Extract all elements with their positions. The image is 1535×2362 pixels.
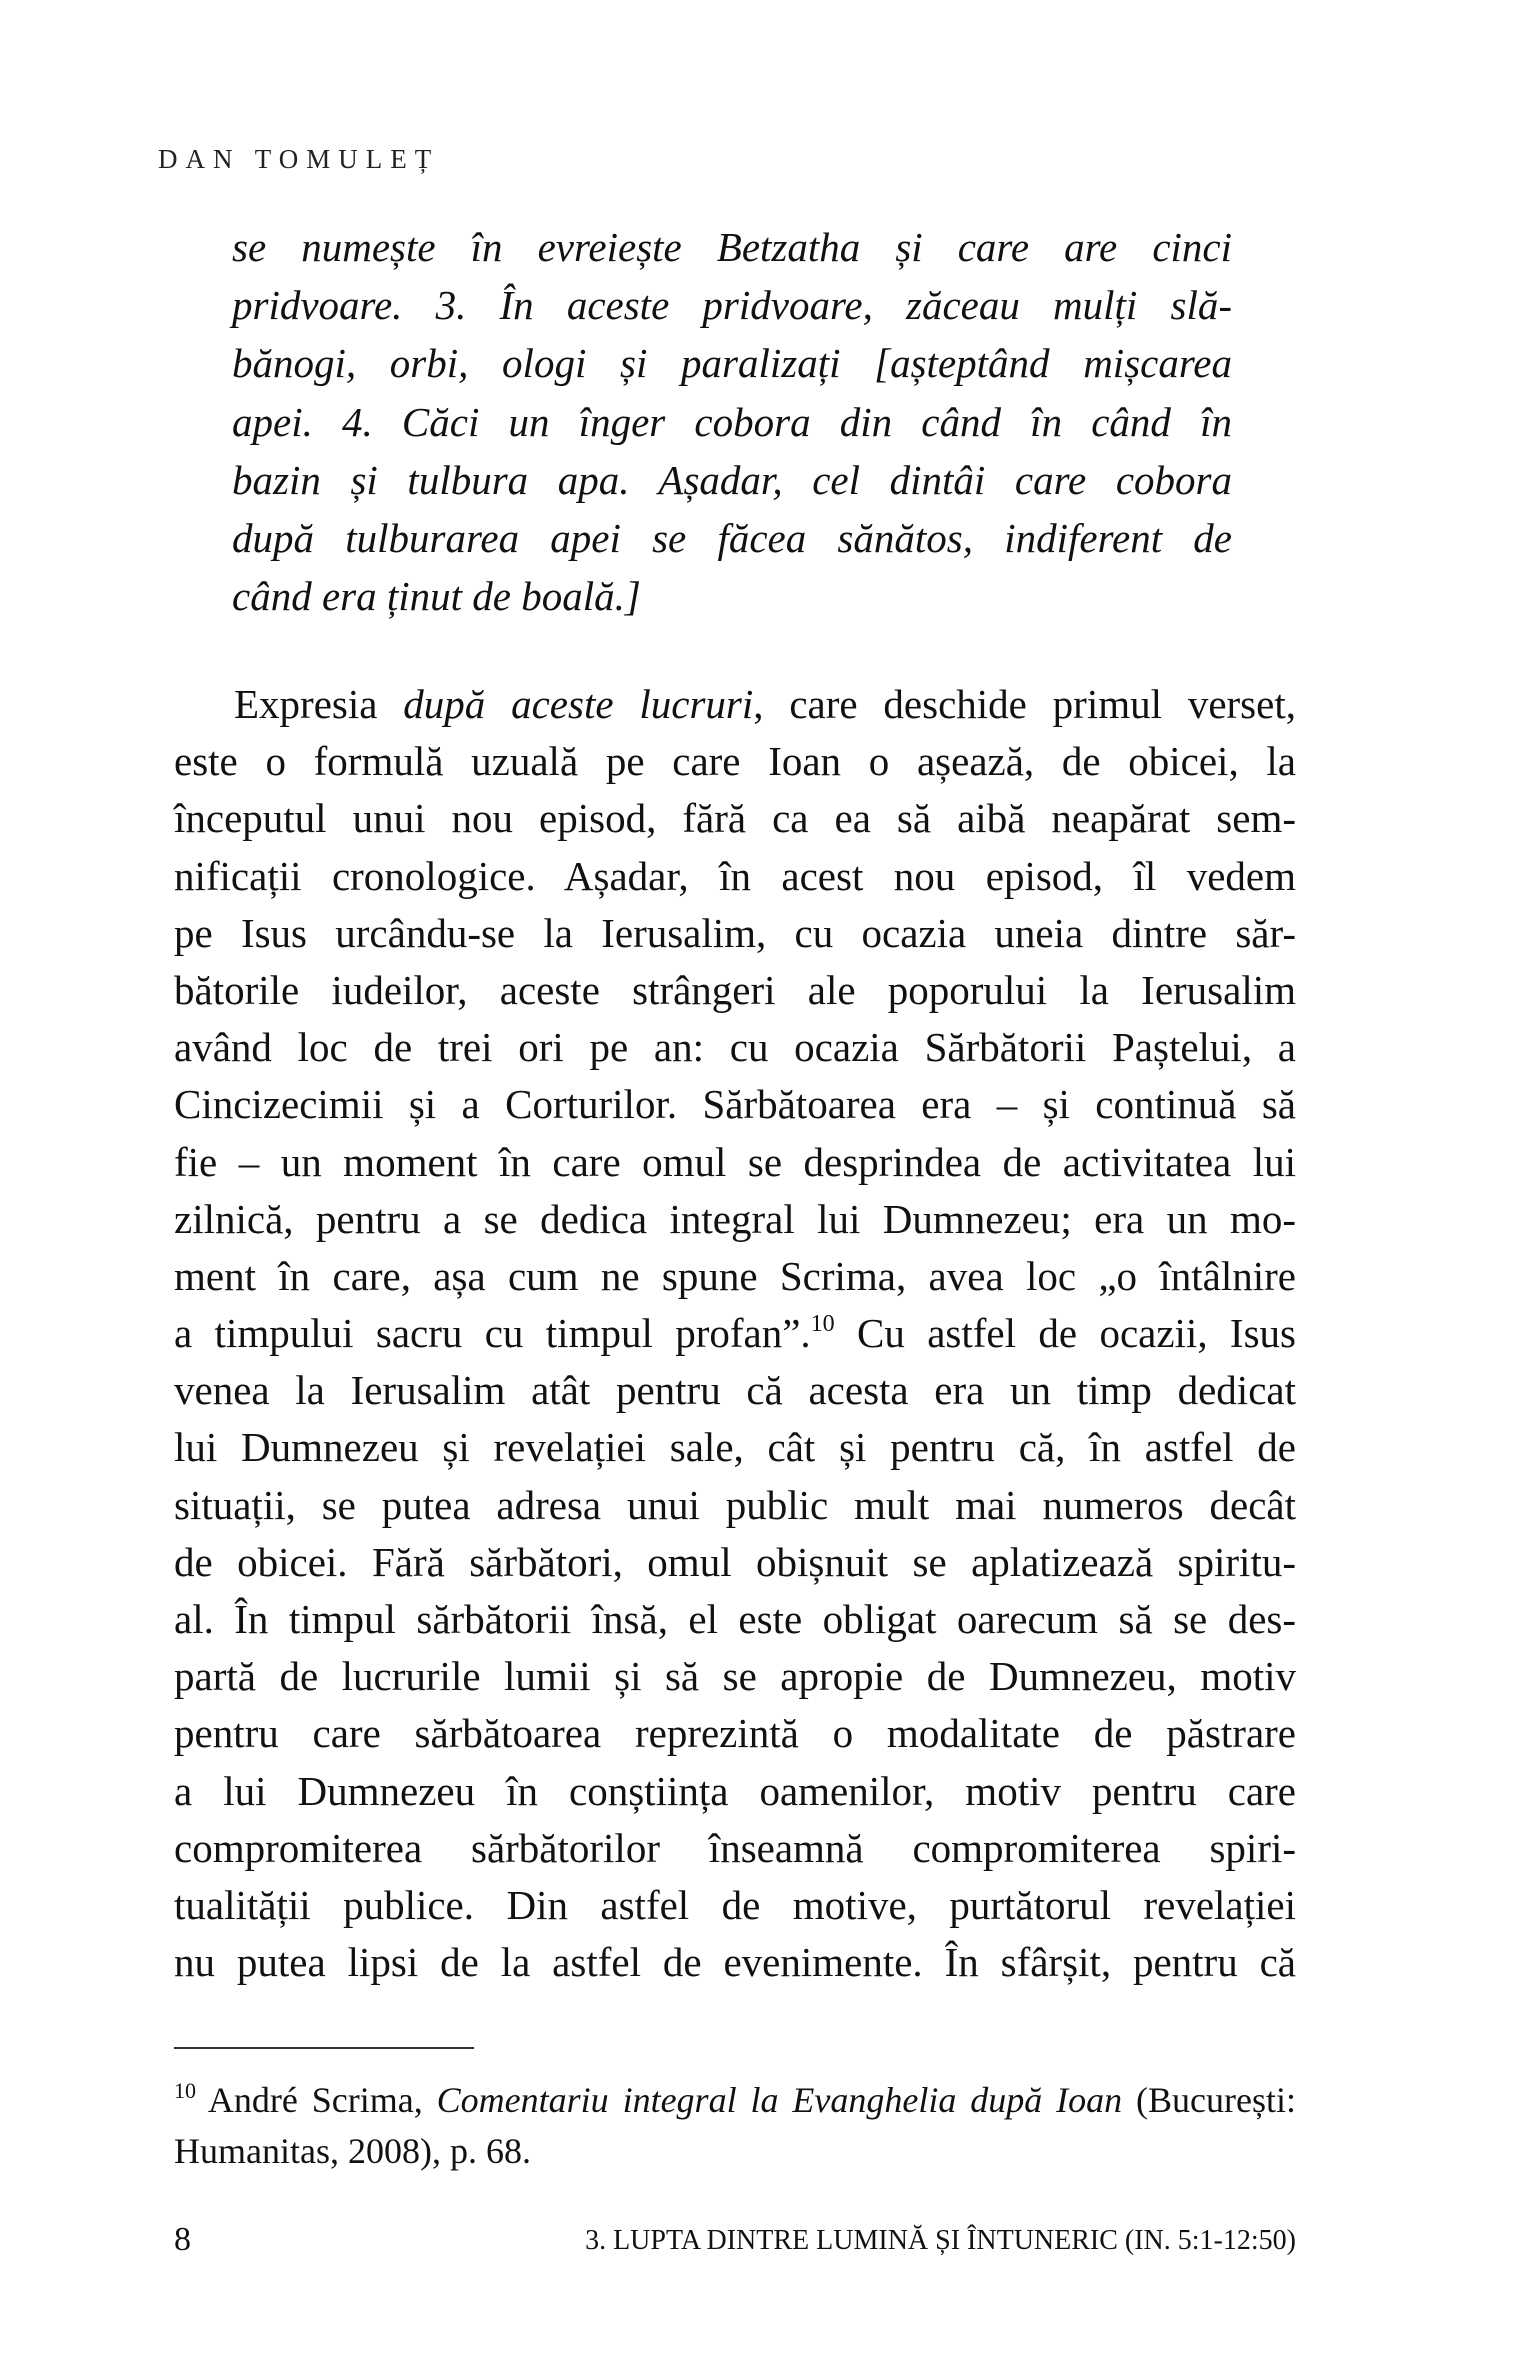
- body-text-segment: Cu astfel de ocazii, Isus: [834, 1310, 1296, 1357]
- footnote-line: Humanitas, 2008), p. 68.: [174, 2131, 531, 2171]
- body-line: este o formulă uzuală pe care Ioan o așează, de obicei, la: [174, 738, 1296, 785]
- body-line: având loc de trei ori pe an: cu ocazia Sărbătorii Paștelui, a: [174, 1024, 1296, 1071]
- body-line: zilnică, pentru a se dedica integral lui Dumnezeu; era un mo-: [174, 1195, 1296, 1242]
- body-line: al. În timpul sărbătorii însă, el este obligat oarecum să se des-: [174, 1596, 1296, 1642]
- footnote-divider: [174, 2047, 474, 2049]
- quote-line: când era ținut de boală.]: [232, 573, 641, 620]
- body-line: începutul unui nou episod, fără ca ea să aibă neapărat sem-: [174, 795, 1296, 842]
- body-line: pentru care sărbătoarea reprezintă o modalitate de păstrare: [174, 1710, 1296, 1757]
- body-line: partă de lucrurile lumii și să se apropie de Dumnezeu, motiv: [174, 1653, 1296, 1700]
- body-line: bătorile iudeilor, aceste strângeri ale poporului la Ierusalim: [174, 966, 1296, 1013]
- quote-line: bănogi, orbi, ologi și paralizați [așteptând mișcarea: [232, 340, 1232, 387]
- quote-line: pridvoare. 3. În aceste pridvoare, zăceau mulți slă-: [232, 282, 1232, 329]
- body-text-segment: a timpului sacru cu timpul profan”.: [174, 1310, 811, 1357]
- body-line: venea la Ierusalim atât pentru că acesta era un timp dedicat: [174, 1367, 1296, 1414]
- body-line: pe Isus urcându-se la Ierusalim, cu ocazia uneia dintre săr-: [174, 909, 1296, 956]
- body-text-segment: , care deschide primul verset,: [753, 681, 1296, 727]
- body-line: Cincizecimii și a Corturilor. Sărbătoarea era – și continuă să: [174, 1081, 1296, 1128]
- body-paragraph: [174, 676, 1296, 1991]
- body-line: lui Dumnezeu și revelației sale, cât și pentru că, în astfel de: [174, 1424, 1296, 1471]
- quote-line: apei. 4. Căci un înger cobora din când în când în: [232, 398, 1232, 445]
- body-line: de obicei. Fără sărbători, omul obișnuit se aplatizează spiritu-: [174, 1538, 1296, 1585]
- page-number: 8: [174, 2221, 191, 2258]
- italic-phrase: după aceste lucruri: [403, 681, 754, 727]
- footnote-publisher: (București:: [1122, 2080, 1297, 2120]
- body-line: tualității publice. Din astfel de motive, purtătorul revelației: [174, 1881, 1296, 1928]
- footnote-title: Comentariu integral la Evanghelia după Ioan: [436, 2080, 1123, 2120]
- quote-line: bazin și tulbura apa. Așadar, cel dintâi care cobora: [232, 456, 1232, 503]
- body-line: situații, se putea adresa unui public mult mai numeros decât: [174, 1481, 1296, 1528]
- chapter-running-foot: 3. LUPTA DINTRE LUMINĂ ȘI ÎNTUNERIC (IN. 5:1-12:50): [585, 2225, 1296, 2256]
- scripture-quote: [232, 218, 1232, 625]
- footnote-reference[interactable]: 10: [810, 1311, 835, 1338]
- quote-line: se numește în evreiește Betzatha și care are cinci: [232, 224, 1232, 270]
- body-line: nificații cronologice. Așadar, în acest nou episod, îl vedem: [174, 852, 1296, 899]
- footnote-number: 10: [174, 2078, 196, 2103]
- quote-line: după tulburarea apei se făcea sănătos, indiferent de: [232, 514, 1232, 561]
- footnote: [174, 2075, 1296, 2177]
- body-text-segment: Expresia: [234, 681, 404, 727]
- body-line: nu putea lipsi de la astfel de evenimente. În sfârșit, pentru că: [174, 1939, 1296, 1986]
- footnote-author: André Scrima,: [196, 2080, 437, 2120]
- body-line: [174, 676, 1296, 733]
- footnote-line: [174, 2075, 1296, 2126]
- body-line: compromiterea sărbătorilor înseamnă compromiterea spiri-: [174, 1824, 1296, 1871]
- running-head-author: DAN TOMULEȚ: [158, 144, 440, 174]
- body-line: [174, 1305, 1296, 1362]
- body-line: fie – un moment în care omul se desprindea de activitatea lui: [174, 1138, 1296, 1185]
- body-line: ment în care, așa cum ne spune Scrima, avea loc „o întâlnire: [174, 1252, 1296, 1299]
- body-line: a lui Dumnezeu în conștiința oamenilor, motiv pentru care: [174, 1767, 1296, 1814]
